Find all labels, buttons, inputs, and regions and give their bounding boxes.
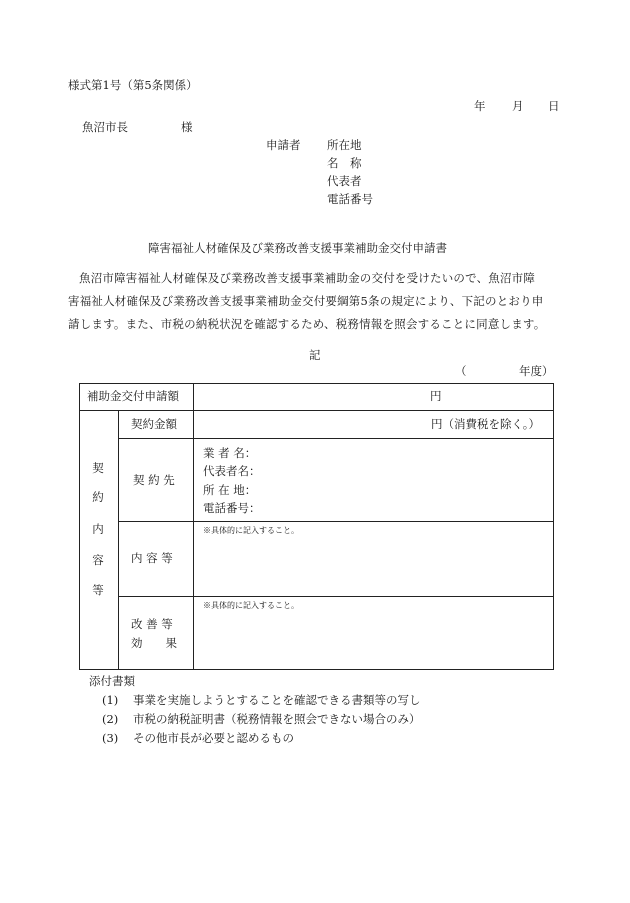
- table-rule: [193, 383, 194, 670]
- contractor-representative-field[interactable]: 代表者名：: [203, 464, 261, 478]
- body-line-2: 害福祉人材確保及び業務改善支援事業補助金交付要綱第5条の規定により、下記のとおり申: [68, 294, 544, 308]
- attachment-number: (1): [102, 693, 119, 707]
- table-rule: [118, 410, 119, 670]
- date-year: 年: [474, 99, 486, 113]
- table-rule: [79, 410, 554, 411]
- applicant-label: 申請者: [266, 138, 301, 152]
- date-month: 月: [512, 99, 524, 113]
- effect-note[interactable]: ※具体的に記入すること。: [203, 601, 299, 610]
- application-amount-label: 補助金交付申請額: [87, 389, 179, 403]
- contractor-company-field[interactable]: 業 者 名：: [203, 446, 257, 460]
- group-label-char: 容: [92, 553, 104, 567]
- applicant-phone-label: 電話番号: [327, 192, 373, 206]
- table-rule: [118, 596, 554, 597]
- contract-amount-label: 契約金額: [131, 417, 177, 431]
- body-line-3: 請します。また、市税の納税状況を確認するため、税務情報を照会することに同意します。: [68, 317, 546, 331]
- applicant-name-label: 名 称: [327, 156, 362, 170]
- attachment-item: 市税の納税証明書（税務情報を照会できない場合のみ）: [133, 712, 421, 726]
- addressee: 魚沼市長: [82, 120, 128, 134]
- ki-mark: 記: [309, 348, 321, 362]
- applicant-representative-label: 代表者: [327, 174, 362, 188]
- contractor-address-field[interactable]: 所 在 地：: [203, 483, 257, 497]
- group-label-char: 内: [92, 522, 104, 536]
- fiscal-year-open: （: [455, 364, 467, 378]
- group-label-char: 約: [92, 490, 104, 504]
- attachment-item: その他市長が必要と認めるもの: [133, 731, 294, 745]
- attachment-item: 事業を実施しようとすることを確認できる書類等の写し: [133, 693, 421, 707]
- table-rule: [118, 438, 554, 439]
- content-note[interactable]: ※具体的に記入すること。: [203, 526, 299, 535]
- attachment-number: (3): [102, 731, 119, 745]
- group-label-char: 等: [92, 583, 104, 597]
- date-day: 日: [548, 99, 560, 113]
- effect-label-line1: 改 善 等: [131, 617, 173, 631]
- contract-amount-unit[interactable]: 円（消費税を除く。）: [431, 417, 541, 431]
- fiscal-year-label: 年度）: [519, 364, 554, 378]
- content-label: 内 容 等: [131, 551, 173, 565]
- effect-label-line2: 効 果: [131, 636, 177, 650]
- document-title: 障害福祉人材確保及び業務改善支援事業補助金交付申請書: [148, 241, 447, 255]
- application-amount-unit[interactable]: 円: [430, 389, 442, 403]
- addressee-honorific: 様: [181, 120, 193, 134]
- contractor-phone-field[interactable]: 電話番号：: [203, 501, 261, 515]
- attachment-number: (2): [102, 712, 119, 726]
- form-number: 様式第1号（第5条関係）: [68, 78, 198, 92]
- table-rule: [118, 521, 554, 522]
- contractor-label: 契 約 先: [133, 473, 175, 487]
- group-label-char: 契: [92, 461, 104, 475]
- attachments-heading: 添付書類: [89, 674, 135, 688]
- applicant-address-label: 所在地: [327, 138, 362, 152]
- body-line-1: 魚沼市障害福祉人材確保及び業務改善支援事業補助金の交付を受けたいので、魚沼市障: [79, 271, 536, 285]
